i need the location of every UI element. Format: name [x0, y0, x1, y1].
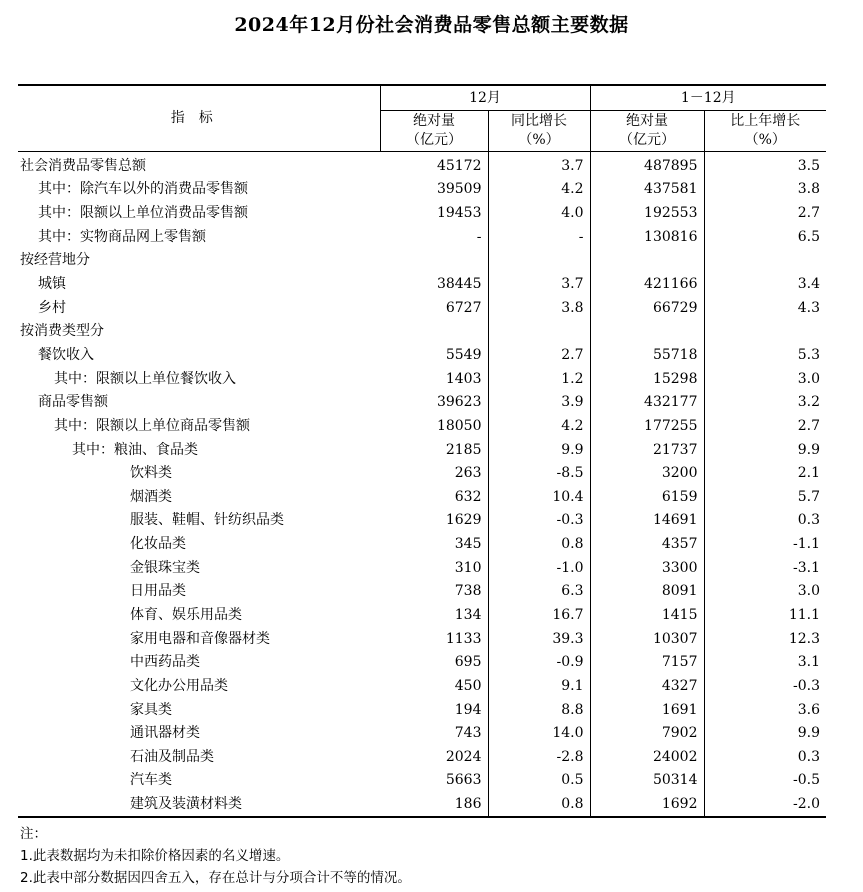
row-label: 家用电器和音像器材类: [130, 630, 270, 647]
month-yoy-cell: 3.7: [488, 152, 590, 178]
table-row: [18, 178, 826, 202]
month-yoy-cell: 9.1: [488, 674, 590, 698]
year-yoy-cell: -2.0: [704, 792, 826, 817]
year-abs-cell: 8091: [590, 580, 704, 604]
month-abs-cell: [380, 319, 488, 343]
year-abs-header-line2: （亿元）: [619, 132, 675, 148]
table-row: [18, 414, 826, 438]
row-label: 其中：粮油、食品类: [72, 441, 198, 458]
month-abs-cell: 345: [380, 532, 488, 556]
month-abs-cell: 1133: [380, 627, 488, 651]
table-row: [18, 343, 826, 367]
table-row: [18, 438, 826, 462]
table-row: [18, 674, 826, 698]
year-abs-cell: 14691: [590, 509, 704, 533]
table-row: [18, 603, 826, 627]
month-abs-cell: 6727: [380, 296, 488, 320]
table-body: [18, 152, 826, 817]
month-yoy-cell: 3.8: [488, 296, 590, 320]
year-yoy-cell: 3.8: [797, 181, 820, 198]
row-label: 饮料类: [130, 465, 172, 482]
year-abs-cell: 4327: [590, 674, 704, 698]
year-yoy-cell: 2.7: [797, 205, 820, 222]
table-row: [18, 721, 826, 745]
year-abs-cell: 4357: [590, 532, 704, 556]
year-abs-cell: 24002: [590, 745, 704, 769]
year-abs-cell: 66729: [590, 296, 704, 320]
row-label: 通讯器材类: [130, 725, 200, 742]
table-row: [18, 152, 826, 178]
month-abs-cell: 695: [380, 650, 488, 674]
year-abs-cell: 15298: [590, 367, 704, 391]
year-abs-cell: 1691: [590, 698, 704, 722]
year-abs-cell: 192553: [590, 201, 704, 225]
year-yoy-cell: 3.2: [797, 394, 820, 411]
month-yoy-cell: 8.8: [488, 698, 590, 722]
month-yoy-cell: 14.0: [488, 721, 590, 745]
table-row: [18, 461, 826, 485]
footnote-heading: 注：: [20, 826, 47, 842]
indicator-header: 指标: [18, 85, 380, 152]
row-label: 其中：限额以上单位商品零售额: [54, 417, 250, 434]
month-yoy-cell: -0.9: [488, 650, 590, 674]
month-yoy-header: [488, 111, 590, 152]
retail-data-table: [18, 84, 826, 818]
year-yoy-cell: 9.9: [797, 441, 820, 458]
row-label: 商品零售额: [38, 394, 108, 411]
row-label: 按消费类型分: [20, 323, 104, 340]
table-row: [18, 532, 826, 556]
table-row: [18, 319, 826, 343]
month-abs-cell: 743: [380, 721, 488, 745]
month-abs-cell: 738: [380, 580, 488, 604]
row-label: 餐饮收入: [38, 346, 94, 363]
month-yoy-cell: 10.4: [488, 485, 590, 509]
month-abs-cell: 2185: [380, 438, 488, 462]
table-row: [18, 296, 826, 320]
month-group-header: 12月: [380, 85, 590, 111]
month-abs-cell: -: [380, 225, 488, 249]
month-yoy-cell: 9.9: [488, 438, 590, 462]
month-yoy-header-line1: 同比增长: [511, 113, 567, 129]
year-abs-cell: 130816: [590, 225, 704, 249]
year-abs-cell: 55718: [590, 343, 704, 367]
year-abs-cell: 437581: [590, 178, 704, 202]
table-row: [18, 249, 826, 273]
row-label: 中西药品类: [130, 654, 200, 671]
month-yoy-header-line2: （%）: [518, 132, 560, 148]
year-yoy-cell: 2.1: [797, 465, 820, 482]
year-yoy-header-line1: 比上年增长: [730, 113, 801, 129]
year-yoy-cell: -3.1: [793, 559, 820, 576]
row-label: 体育、娱乐用品类: [130, 606, 242, 623]
year-group-header: 1－12月: [590, 85, 826, 111]
year-abs-cell: 1692: [590, 792, 704, 817]
row-label: 其中：实物商品网上零售额: [38, 228, 206, 245]
table-row: [18, 745, 826, 769]
month-abs-cell: 194: [380, 698, 488, 722]
month-yoy-cell: 16.7: [488, 603, 590, 627]
month-yoy-cell: -: [488, 225, 590, 249]
year-yoy-cell: 3.4: [797, 276, 820, 293]
year-yoy-cell: -0.3: [793, 677, 820, 694]
year-yoy-cell: -1.1: [793, 536, 820, 553]
table-row: [18, 769, 826, 793]
table-row: [18, 367, 826, 391]
year-abs-cell: 7157: [590, 650, 704, 674]
row-label: 建筑及装潢材料类: [18, 792, 380, 817]
row-label: 金银珠宝类: [130, 559, 200, 576]
month-yoy-cell: 1.2: [488, 367, 590, 391]
month-abs-cell: 39623: [380, 390, 488, 414]
table-row: [18, 792, 826, 817]
month-yoy-cell: 39.3: [488, 627, 590, 651]
month-abs-cell: 1403: [380, 367, 488, 391]
year-abs-cell: 6159: [590, 485, 704, 509]
year-abs-cell: 10307: [590, 627, 704, 651]
year-yoy-cell: -0.5: [793, 772, 820, 789]
year-abs-cell: 177255: [590, 414, 704, 438]
row-label: 社会消费品零售总额: [20, 157, 146, 174]
year-abs-cell: 7902: [590, 721, 704, 745]
month-yoy-cell: 2.7: [488, 343, 590, 367]
month-yoy-cell: -1.0: [488, 556, 590, 580]
month-yoy-cell: [488, 319, 590, 343]
year-abs-cell: 3300: [590, 556, 704, 580]
month-yoy-cell: 3.9: [488, 390, 590, 414]
year-yoy-header: [704, 111, 826, 152]
footnote-item: 1.此表数据均为未扣除价格因素的名义增速。: [20, 848, 290, 864]
month-abs-cell: 186: [380, 792, 488, 817]
month-yoy-cell: 0.8: [488, 532, 590, 556]
row-label: 日用品类: [130, 583, 186, 600]
row-label: 石油及制品类: [130, 748, 214, 765]
year-abs-cell: 487895: [590, 152, 704, 178]
year-yoy-cell: 0.3: [797, 512, 820, 529]
month-yoy-cell: 3.7: [488, 272, 590, 296]
month-abs-cell: 632: [380, 485, 488, 509]
month-abs-header: [380, 111, 488, 152]
year-abs-cell: 432177: [590, 390, 704, 414]
month-abs-cell: 134: [380, 603, 488, 627]
month-abs-cell: 450: [380, 674, 488, 698]
year-yoy-cell: 3.0: [797, 370, 820, 387]
year-yoy-cell: [704, 319, 826, 343]
year-abs-cell: 1415: [590, 603, 704, 627]
year-yoy-cell: 3.0: [797, 583, 820, 600]
row-label: 乡村: [38, 299, 66, 316]
year-yoy-cell: 0.3: [797, 748, 820, 765]
month-yoy-cell: -8.5: [488, 461, 590, 485]
year-abs-header-line1: 绝对量: [626, 113, 668, 129]
month-abs-header-line2: （亿元）: [406, 132, 462, 148]
footnote-item: 2.此表中部分数据因四舍五入，存在总计与分项合计不等的情况。: [20, 870, 411, 886]
month-abs-cell: 2024: [380, 745, 488, 769]
year-yoy-cell: [704, 249, 826, 273]
month-abs-cell: 5549: [380, 343, 488, 367]
table-header: [18, 85, 826, 152]
table-row: [18, 225, 826, 249]
table-row: [18, 627, 826, 651]
month-yoy-cell: 0.8: [488, 792, 590, 817]
table-row: [18, 698, 826, 722]
year-abs-cell: [590, 319, 704, 343]
row-label: 其中：限额以上单位餐饮收入: [54, 370, 236, 387]
month-abs-cell: 18050: [380, 414, 488, 438]
year-yoy-cell: 3.6: [797, 701, 820, 718]
month-abs-cell: 19453: [380, 201, 488, 225]
month-abs-cell: 263: [380, 461, 488, 485]
page-title: 2024年12月份社会消费品零售总额主要数据: [234, 14, 629, 36]
month-abs-cell: [380, 249, 488, 273]
row-label: 烟酒类: [130, 488, 172, 505]
month-yoy-cell: 4.2: [488, 178, 590, 202]
year-yoy-cell: 3.5: [797, 157, 820, 174]
year-yoy-cell: 9.9: [797, 725, 820, 742]
month-abs-cell: 5663: [380, 769, 488, 793]
month-yoy-cell: [488, 249, 590, 273]
month-abs-header-line1: 绝对量: [413, 113, 455, 129]
year-yoy-cell: 5.3: [797, 346, 820, 363]
table-row: [18, 556, 826, 580]
table-row: [18, 201, 826, 225]
month-yoy-cell: 4.0: [488, 201, 590, 225]
year-yoy-cell: 12.3: [788, 630, 820, 647]
table-row: [18, 580, 826, 604]
year-abs-cell: 3200: [590, 461, 704, 485]
table-row: [18, 390, 826, 414]
year-abs-header: [590, 111, 704, 152]
month-abs-cell: 310: [380, 556, 488, 580]
month-yoy-cell: -0.3: [488, 509, 590, 533]
table-row: [18, 650, 826, 674]
month-abs-cell: 1629: [380, 509, 488, 533]
row-label: 服装、鞋帽、针纺织品类: [130, 512, 284, 529]
year-yoy-cell: 3.1: [797, 654, 820, 671]
row-label: 化妆品类: [130, 536, 186, 553]
table-row: [18, 485, 826, 509]
year-yoy-cell: 5.7: [797, 488, 820, 505]
month-abs-cell: 45172: [380, 152, 488, 178]
row-label: 家具类: [130, 701, 172, 718]
row-label: 按经营地分: [20, 252, 90, 269]
month-abs-cell: 38445: [380, 272, 488, 296]
year-abs-cell: 421166: [590, 272, 704, 296]
footnotes: [20, 823, 411, 889]
row-label: 汽车类: [130, 772, 172, 789]
year-yoy-cell: 11.1: [788, 606, 820, 623]
month-yoy-cell: 6.3: [488, 580, 590, 604]
year-yoy-cell: 2.7: [797, 417, 820, 434]
row-label: 文化办公用品类: [130, 677, 228, 694]
table-row: [18, 272, 826, 296]
month-yoy-cell: -2.8: [488, 745, 590, 769]
row-label: 城镇: [38, 276, 66, 293]
year-abs-cell: 21737: [590, 438, 704, 462]
table-row: [18, 509, 826, 533]
year-abs-cell: 50314: [590, 769, 704, 793]
month-yoy-cell: 4.2: [488, 414, 590, 438]
row-label: 其中：限额以上单位消费品零售额: [38, 205, 248, 222]
year-yoy-cell: 6.5: [797, 228, 820, 245]
month-yoy-cell: 0.5: [488, 769, 590, 793]
month-abs-cell: 39509: [380, 178, 488, 202]
year-yoy-header-line2: （%）: [744, 132, 786, 148]
year-yoy-cell: 4.3: [797, 299, 820, 316]
year-abs-cell: [590, 249, 704, 273]
row-label: 其中：除汽车以外的消费品零售额: [38, 181, 248, 198]
